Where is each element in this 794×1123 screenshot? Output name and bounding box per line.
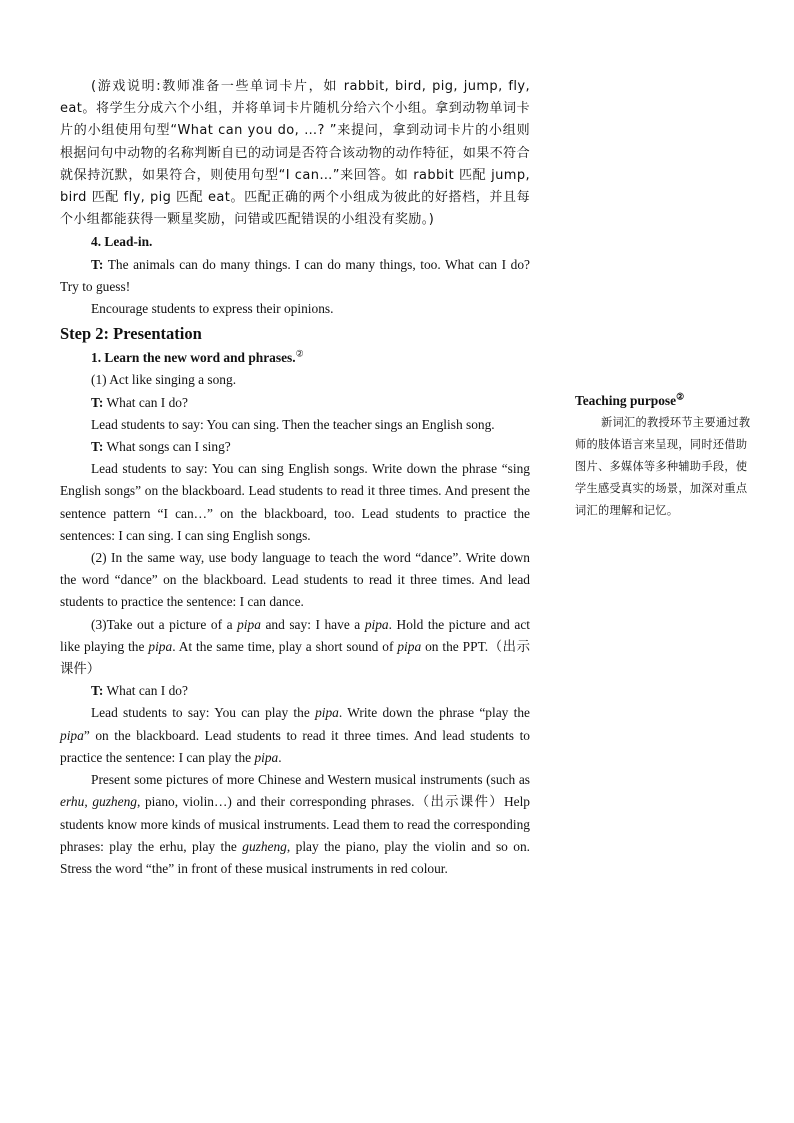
- leadin-teacher-line: T: The animals can do many things. I can do many things, too. What can I do? Try to guess!: [60, 256, 530, 294]
- step2-p3: Lead students to say: You can sing English songs. Write down the phrase “sing English songs” on the blackboard. Lead students to read it three times. And present the sentence pattern “I can…” on the blackboard, too. Lead students to practice the sentences: I can sing. I can sing English songs.: [60, 461, 530, 543]
- step2-p4: (2) In the same way, use body language to teach the word “dance”. Write down the word “dance” on the blackboard. Lead students to read it three times. And lead students to practice the sentence: I can dance.: [60, 550, 530, 610]
- leadin-heading: 4. Lead-in.: [91, 234, 153, 250]
- teacher-line-3: T: What can I do?: [91, 683, 188, 699]
- leadin-encourage: Encourage students to express their opinions.: [91, 301, 334, 317]
- sidebar-title: Teaching purpose②: [575, 391, 685, 408]
- teaching-purpose-sidebar: [575, 390, 755, 522]
- step2-p2: Lead students to say: You can sing. Then the teacher sings an English song.: [91, 416, 495, 432]
- game-note: (游戏说明:教师准备一些单词卡片，如 rabbit, bird, pig, jump, fly, eat。将学生分成六个小组，并将单词卡片随机分给六个小组。拿到动物单词卡片的小组使用句型“What can you do, …? ”来提问，拿到动词卡片的小组则根据问句中动物的名称判断自已的动词是否符合该动物的动作特征，如果不符合就保持沉默，如果符合，则使用句型“I can…”来回答。如 rabbit 匹配 jump, bird 匹配 fly, pig 匹配 eat。匹配正确的两个小组成为彼此的好搭档，并且每个小组都能获得一颗星奖励，问错或匹配错误的小组没有奖励。): [60, 79, 530, 228]
- step2-p1: (1) Act like singing a song.: [91, 372, 237, 388]
- step2-p6: Lead students to say: You can play the pipa. Write down the phrase “play the pipa” on the blackboard. Lead students to read it three times. And lead students to practice the sentence: I can play the pipa.: [60, 705, 530, 765]
- step2-p5: (3)Take out a picture of a pipa and say: I have a pipa. Hold the picture and act like playing the pipa. At the same time, play a short sound of pipa on the PPT.（出示课件）: [60, 616, 530, 677]
- step2-heading: Step 2: Presentation: [60, 324, 202, 344]
- sidebar-body: 新词汇的教授环节主要通过教师的肢体语言来呈现，同时还借助图片、多媒体等多种辅助手段，使学生感受真实的场景，加深对重点词汇的理解和记忆。: [575, 416, 751, 517]
- lesson-plan-main: [60, 76, 530, 880]
- teacher-line-1: T: What can I do?: [91, 394, 188, 410]
- teacher-line-2: T: What songs can I sing?: [91, 439, 231, 455]
- step2-subheading: 1. Learn the new word and phrases.②: [91, 348, 304, 366]
- step2-p7: Present some pictures of more Chinese and Western musical instruments (such as erhu, guzheng, piano, violin…) and their corresponding phrases.（出示课件）Help students know more kinds of musical instruments. Lead them to read the corresponding phrases: play the erhu, play the guzheng, play the piano, play the violin and so on. Stress the word “the” in front of these musical instruments in red colour.: [60, 772, 531, 876]
